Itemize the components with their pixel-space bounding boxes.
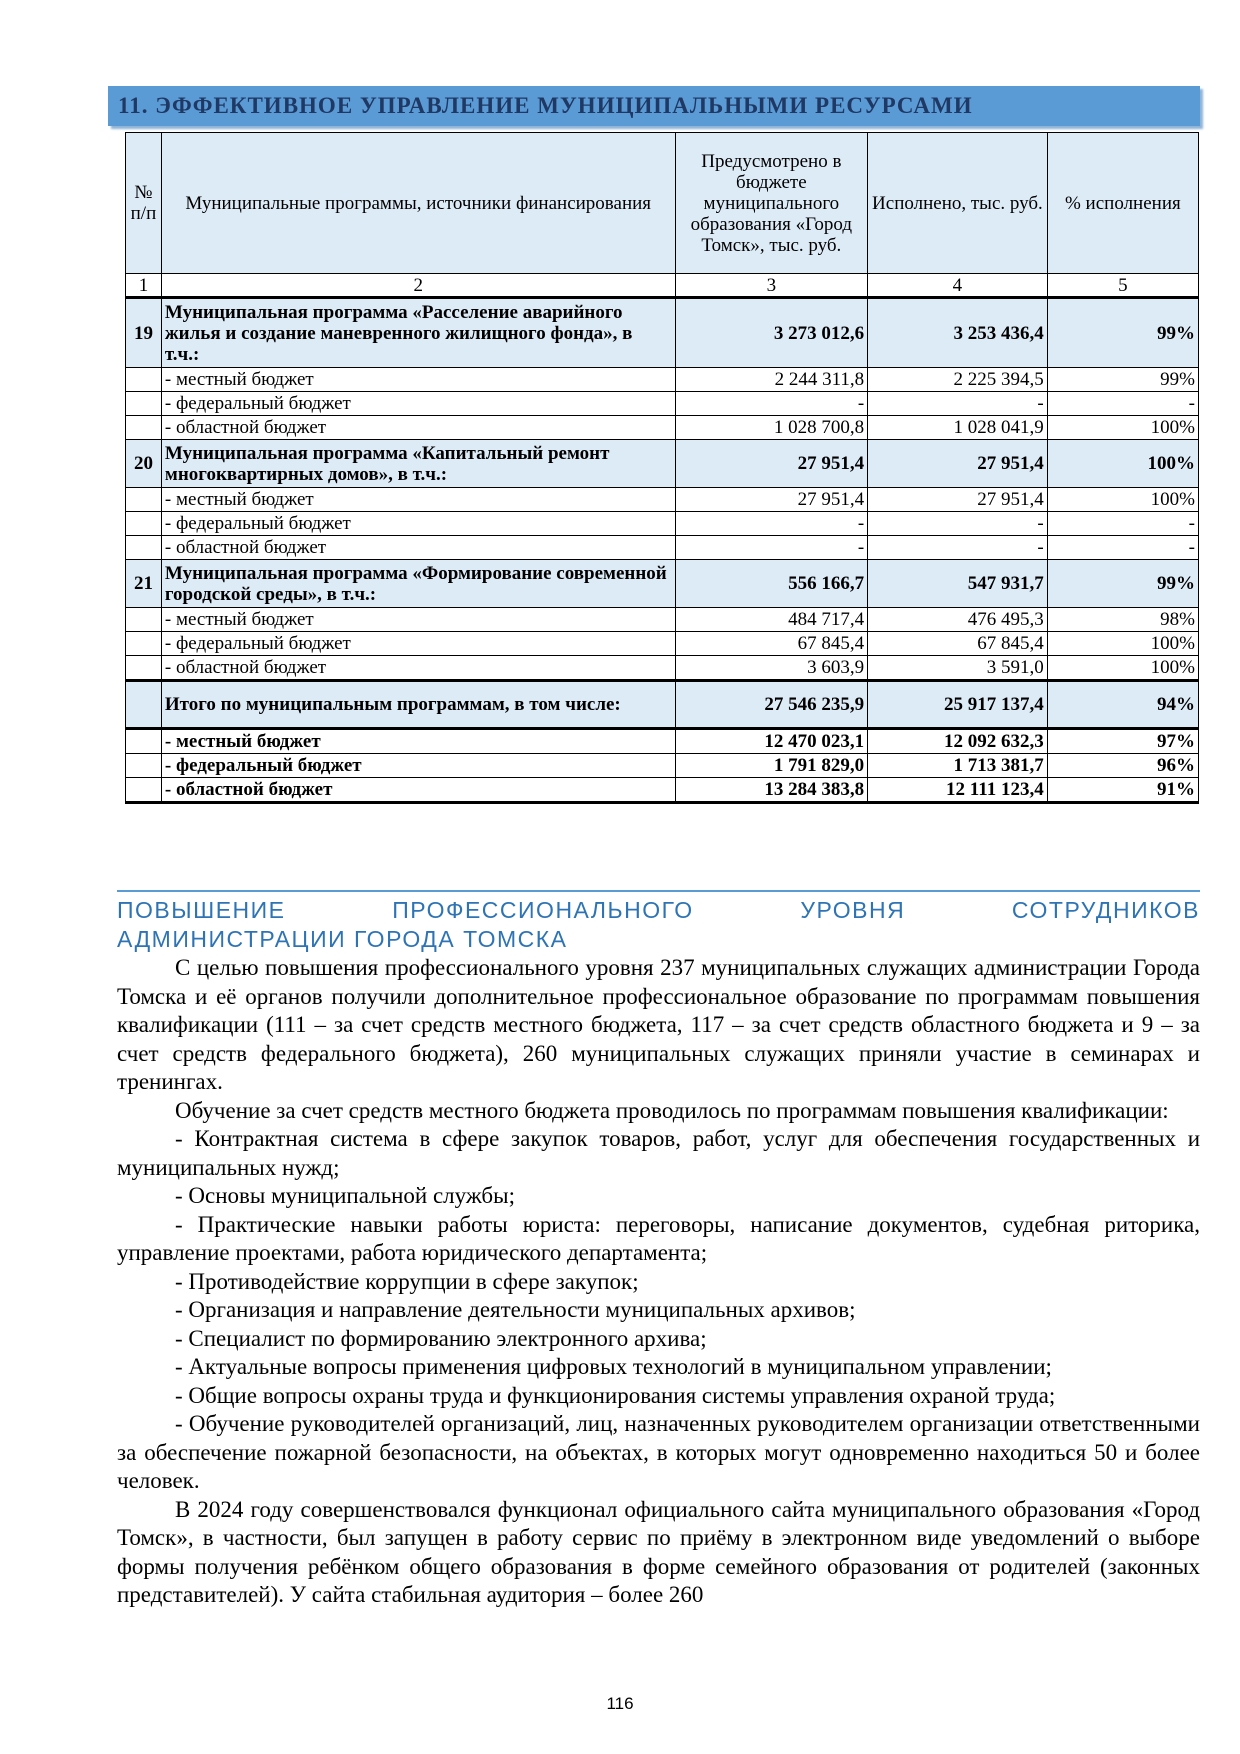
heading-word: СОТРУДНИКОВ: [1011, 897, 1200, 923]
budget-source: - федеральный бюджет: [161, 754, 675, 778]
program-name: Муниципальная программа «Формирование современной городской среды», в т.ч.:: [161, 560, 675, 608]
planned-value: 556 166,7: [675, 560, 868, 608]
budget-row: [126, 368, 1199, 392]
planned-value: 13 284 383,8: [675, 778, 868, 803]
budget-source: - федеральный бюджет: [161, 512, 675, 536]
planned-value: 1 791 829,0: [675, 754, 868, 778]
budget-source: - федеральный бюджет: [161, 392, 675, 416]
executed-value: 547 931,7: [868, 560, 1048, 608]
paragraph: С целью повышения профессионального уровня 237 муниципальных служащих администрации Города Томска и её органов получили дополнительное профессиональное образование по программам повышения квалификации (111 – за счет средств местного бюджета, 117 – за счет средств областного бюджета и 9 – за счет средств федерального бюджета), 260 муниципальных служащих приняли участие в семинарах и тренингах.: [117, 955, 1200, 1094]
planned-value: -: [675, 512, 868, 536]
list-item: - Основы муниципальной службы;: [175, 1183, 515, 1208]
program-row: [126, 298, 1199, 368]
column-number-row: [126, 274, 1199, 298]
percent-value: 94%: [1047, 681, 1198, 729]
budget-row: [126, 656, 1199, 681]
section-heading: [117, 896, 1200, 954]
percent-value: 97%: [1047, 729, 1198, 754]
program-row: [126, 440, 1199, 488]
header-planned: Предусмотрено в бюджете муниципального образования «Город Томск», тыс. руб.: [675, 133, 868, 274]
percent-value: 100%: [1047, 632, 1198, 656]
budget-source: - местный бюджет: [161, 368, 675, 392]
list-item: - Противодействие коррупции в сфере закупок;: [175, 1268, 639, 1294]
program-name: Муниципальная программа «Расселение аварийного жилья и создание маневренного жилищного фонда», в т.ч.:: [161, 298, 675, 368]
total-name: Итого по муниципальным программам, в том числе:: [161, 681, 675, 729]
list-item: - Актуальные вопросы применения цифровых технологий в муниципальном управлении;: [175, 1354, 1052, 1379]
budget-row: [126, 512, 1199, 536]
budget-source: - областной бюджет: [161, 416, 675, 440]
percent-value: 99%: [1047, 368, 1198, 392]
program-number: 19: [126, 298, 162, 368]
executed-value: -: [868, 536, 1048, 560]
budget-source: - местный бюджет: [161, 488, 675, 512]
executed-value: 1 028 041,9: [868, 416, 1048, 440]
percent-value: 99%: [1047, 298, 1198, 368]
percent-value: 100%: [1047, 656, 1198, 681]
planned-value: 3 273 012,6: [675, 298, 868, 368]
planned-value: 2 244 311,8: [675, 368, 868, 392]
list-item: - Специалист по формированию электронного архива;: [175, 1325, 707, 1351]
planned-value: -: [675, 536, 868, 560]
finance-table: [125, 132, 1199, 804]
percent-value: 91%: [1047, 778, 1198, 803]
percent-value: 100%: [1047, 488, 1198, 512]
program-name: Муниципальная программа «Капитальный ремонт многоквартирных домов», в т.ч.:: [161, 440, 675, 488]
planned-value: 484 717,4: [675, 608, 868, 632]
heading-word: ПРОФЕССИОНАЛЬНОГО: [392, 897, 694, 923]
executed-value: 3 591,0: [868, 656, 1048, 681]
section-title-banner: 11. ЭФФЕКТИВНОЕ УПРАВЛЕНИЕ МУНИЦИПАЛЬНЫМИ РЕСУРСАМИ: [108, 86, 1200, 126]
executed-value: 1 713 381,7: [868, 754, 1048, 778]
planned-value: 27 951,4: [675, 488, 868, 512]
planned-value: 27 546 235,9: [675, 681, 868, 729]
executed-value: 27 951,4: [868, 440, 1048, 488]
paragraph: В 2024 году совершенствовался функционал официального сайта муниципального образования «Город Томск», в частности, был запущен в работу сервис по приёму в электронном виде уведомлений о выборе формы получения ребёнком общего образования в форме семейного образования от родителей (законных представителей). У сайта стабильная аудитория – более 260: [117, 1496, 1200, 1607]
program-number: 21: [126, 560, 162, 608]
percent-value: 99%: [1047, 560, 1198, 608]
list-item: - Общие вопросы охраны труда и функционирования системы управления охраной труда;: [175, 1382, 1056, 1408]
col-number: 4: [868, 274, 1048, 298]
executed-value: -: [868, 392, 1048, 416]
planned-value: 67 845,4: [675, 632, 868, 656]
planned-value: 3 603,9: [675, 656, 868, 681]
heading-word: УРОВНЯ: [800, 897, 906, 923]
list-item: - Обучение руководителей организаций, лиц, назначенных руководителем организации ответственными за обеспечение пожарной безопасности, на объектах, в которых могут одновременно находиться 50 и более человек.: [117, 1411, 1200, 1493]
budget-source: - областной бюджет: [161, 778, 675, 803]
percent-value: -: [1047, 512, 1198, 536]
budget-source: - федеральный бюджет: [161, 632, 675, 656]
percent-value: 96%: [1047, 754, 1198, 778]
budget-row: [126, 392, 1199, 416]
planned-value: 12 470 023,1: [675, 729, 868, 754]
budget-source: - областной бюджет: [161, 656, 675, 681]
percent-value: 98%: [1047, 608, 1198, 632]
percent-value: -: [1047, 536, 1198, 560]
section-divider: [117, 890, 1200, 892]
executed-value: 67 845,4: [868, 632, 1048, 656]
budget-row: [126, 416, 1199, 440]
budget-row: [126, 536, 1199, 560]
planned-value: -: [675, 392, 868, 416]
executed-value: 2 225 394,5: [868, 368, 1048, 392]
percent-value: 100%: [1047, 416, 1198, 440]
executed-value: 27 951,4: [868, 488, 1048, 512]
page-number: 116: [606, 1694, 634, 1713]
executed-value: 3 253 436,4: [868, 298, 1048, 368]
body-text: [117, 954, 1200, 1610]
total-budget-row: [126, 754, 1199, 778]
heading-word: ПОВЫШЕНИЕ: [117, 897, 286, 923]
col-number: 2: [161, 274, 675, 298]
list-item: - Практические навыки работы юриста: переговоры, написание документов, судебная риторика, управление проектами, работа юридического департамента;: [117, 1211, 1200, 1265]
heading-line-2: АДМИНИСТРАЦИИ ГОРОДА ТОМСКА: [117, 926, 568, 952]
header-no: № п/п: [126, 133, 162, 274]
program-number: 20: [126, 440, 162, 488]
list-item: - Организация и направление деятельности муниципальных архивов;: [175, 1297, 856, 1322]
budget-source: - местный бюджет: [161, 608, 675, 632]
executed-value: 12 111 123,4: [868, 778, 1048, 803]
total-budget-row: [126, 729, 1199, 754]
planned-value: 27 951,4: [675, 440, 868, 488]
paragraph: Обучение за счет средств местного бюджета проводилось по программам повышения квалификации:: [175, 1097, 1169, 1123]
col-number: 3: [675, 274, 868, 298]
budget-source: - областной бюджет: [161, 536, 675, 560]
total-budget-row: [126, 778, 1199, 803]
header-percent: % исполнения: [1047, 133, 1198, 274]
executed-value: 12 092 632,3: [868, 729, 1048, 754]
executed-value: 476 495,3: [868, 608, 1048, 632]
program-row: [126, 560, 1199, 608]
col-number: 5: [1047, 274, 1198, 298]
budget-row: [126, 632, 1199, 656]
table-header-row: [126, 133, 1199, 274]
percent-value: -: [1047, 392, 1198, 416]
heading-line-1: [117, 896, 1200, 925]
header-executed: Исполнено, тыс. руб.: [868, 133, 1048, 274]
budget-row: [126, 608, 1199, 632]
budget-source: - местный бюджет: [161, 729, 675, 754]
percent-value: 100%: [1047, 440, 1198, 488]
header-program: Муниципальные программы, источники финансирования: [161, 133, 675, 274]
col-number: 1: [126, 274, 162, 298]
executed-value: -: [868, 512, 1048, 536]
executed-value: 25 917 137,4: [868, 681, 1048, 729]
planned-value: 1 028 700,8: [675, 416, 868, 440]
total-row: [126, 681, 1199, 729]
budget-row: [126, 488, 1199, 512]
list-item: - Контрактная система в сфере закупок товаров, работ, услуг для обеспечения государственных и муниципальных нужд;: [117, 1126, 1200, 1180]
